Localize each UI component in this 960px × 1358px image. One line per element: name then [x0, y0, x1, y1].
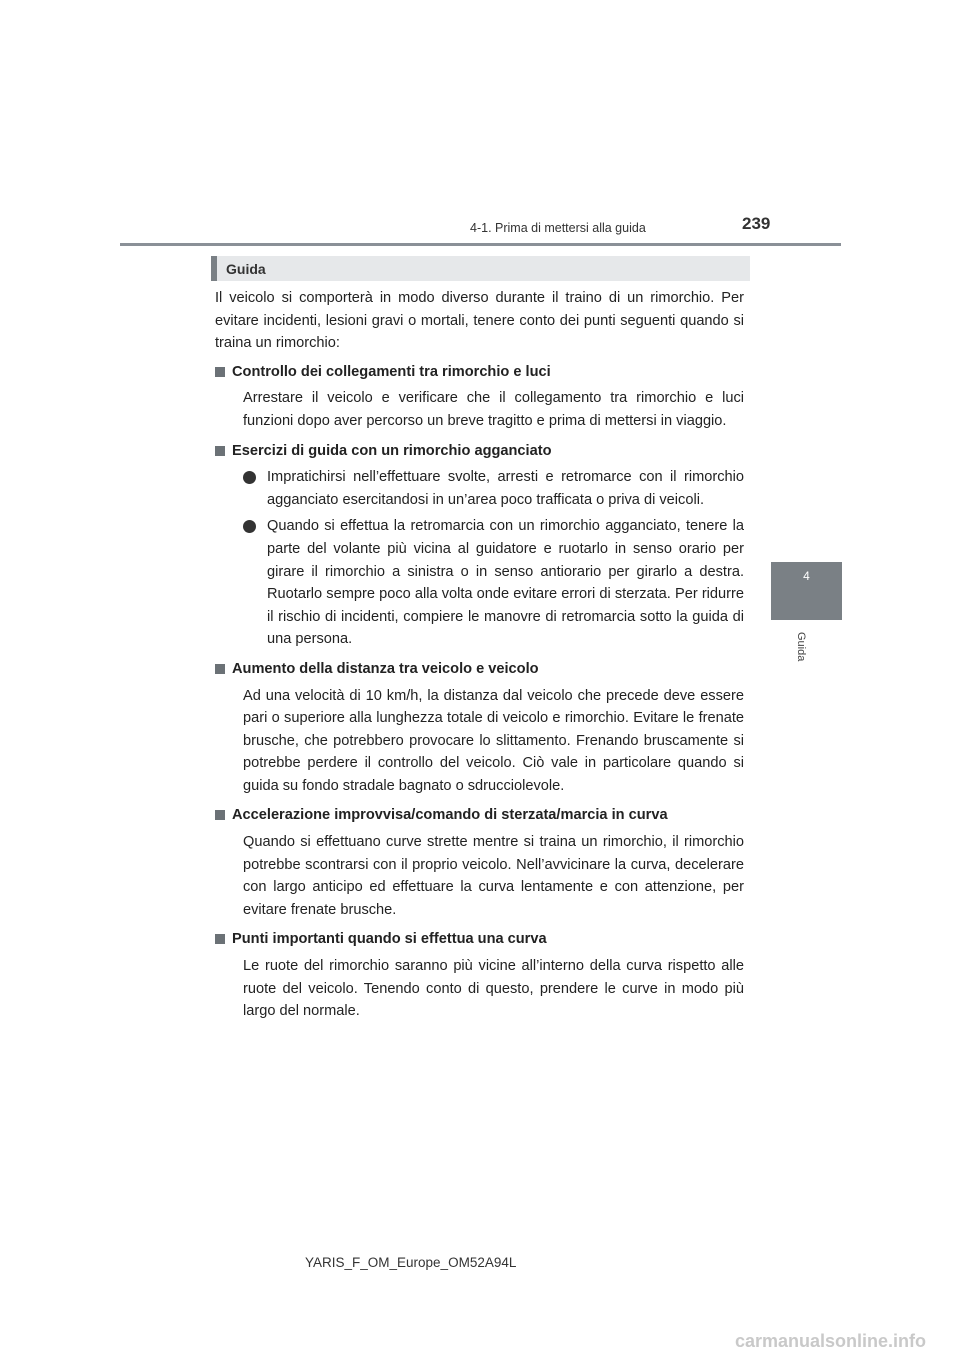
section-title: Guida — [226, 260, 266, 277]
topic-block — [215, 440, 744, 651]
square-bullet-icon — [215, 810, 225, 820]
topic-heading-text: Esercizi di guida con un rimorchio agganciato — [232, 442, 552, 459]
topic-heading — [215, 440, 744, 463]
chapter-tab-label: Guida — [795, 632, 807, 662]
list-item — [243, 515, 744, 651]
topic-block — [215, 658, 744, 798]
square-bullet-icon — [215, 664, 225, 674]
round-bullet-icon — [243, 520, 256, 533]
page-number: 239 — [742, 214, 771, 233]
section-heading-band — [211, 256, 750, 281]
topic-heading-text: Punti importanti quando si effettua una curva — [232, 931, 547, 948]
square-bullet-icon — [215, 367, 225, 377]
bullet-text: Impratichirsi nell’effettuare svolte, arresti e retromarce con il rimorchio agganciato esercitandosi in un’area poco trafficata o priva di veicoli. — [267, 469, 744, 508]
intro-paragraph: Il veicolo si comporterà in modo diverso durante il traino di un rimorchio. Per evitare incidenti, lesioni gravi o mortali, tenere conto dei punti seguenti quando si traina un rimorchio: — [215, 290, 744, 352]
footer-document-code: YARIS_F_OM_Europe_OM52A94L — [305, 1255, 517, 1270]
watermark: carmanualsonline.info — [735, 1331, 927, 1351]
topic-text: Ad una velocità di 10 km/h, la distanza dal veicolo che precede deve essere pari o superiore alla lunghezza totale di veicolo e rimorchio. Evitare le frenate brusche, che potrebbero provocare lo slittamento. Frenando bruscamente si potrebbe perdere il controllo del veicolo. Ciò vale in particolare quando si guida su fondo stradale bagnato o sdrucciolevole. — [243, 687, 744, 794]
main-content — [215, 287, 744, 1030]
topic-heading-text: Accelerazione improvvisa/comando di sterzata/marcia in curva — [232, 807, 668, 824]
square-bullet-icon — [215, 446, 225, 456]
topic-text: Le ruote del rimorchio saranno più vicine all’interno della curva rispetto alle ruote del veicolo. Tenendo conto di questo, prendere le curve in modo più largo del normale. — [243, 958, 744, 1020]
section-marker-icon — [211, 256, 217, 281]
topic-block — [215, 361, 744, 433]
topic-heading-text: Controllo dei collegamenti tra rimorchio e luci — [232, 363, 551, 380]
topic-heading — [215, 658, 744, 681]
topic-text: Quando si effettuano curve strette mentre si traina un rimorchio, il rimorchio potrebbe scontrarsi con il proprio veicolo. Nell’avvicinare la curva, decelerare con largo anticipo ed effettuare la curva lentamente e con attenzione, per evitare frenate brusche. — [243, 834, 744, 918]
header-section-title: 4-1. Prima di mettersi alla guida — [470, 221, 646, 235]
chapter-tab-number: 4 — [803, 569, 810, 583]
round-bullet-icon — [243, 471, 256, 484]
bullet-text: Quando si effettua la retromarcia con un rimorchio agganciato, tenere la parte del volante più vicina al guidatore e ruotarlo in senso orario per girare il rimorchio a sinistra o in senso antiorario per girarlo a destra. Ruotarlo sempre poco alla volta onde evitare errori di sterzata. Per ridurre il rischio di incidenti, compiere le manovre di retromarcia sotto la guida di una persona. — [267, 518, 744, 648]
topic-block — [215, 928, 744, 1022]
topic-heading — [215, 804, 744, 827]
topic-block — [215, 804, 744, 921]
list-item — [243, 466, 744, 511]
header-divider — [120, 243, 841, 246]
topic-heading — [215, 361, 744, 384]
bullet-list — [215, 466, 744, 651]
topic-heading — [215, 928, 744, 951]
topic-text: Arrestare il veicolo e verificare che il collegamento tra rimorchio e luci funzioni dopo aver percorso un breve tragitto e prima di mettersi in viaggio. — [243, 390, 744, 429]
topic-heading-text: Aumento della distanza tra veicolo e veicolo — [232, 660, 539, 677]
square-bullet-icon — [215, 934, 225, 944]
